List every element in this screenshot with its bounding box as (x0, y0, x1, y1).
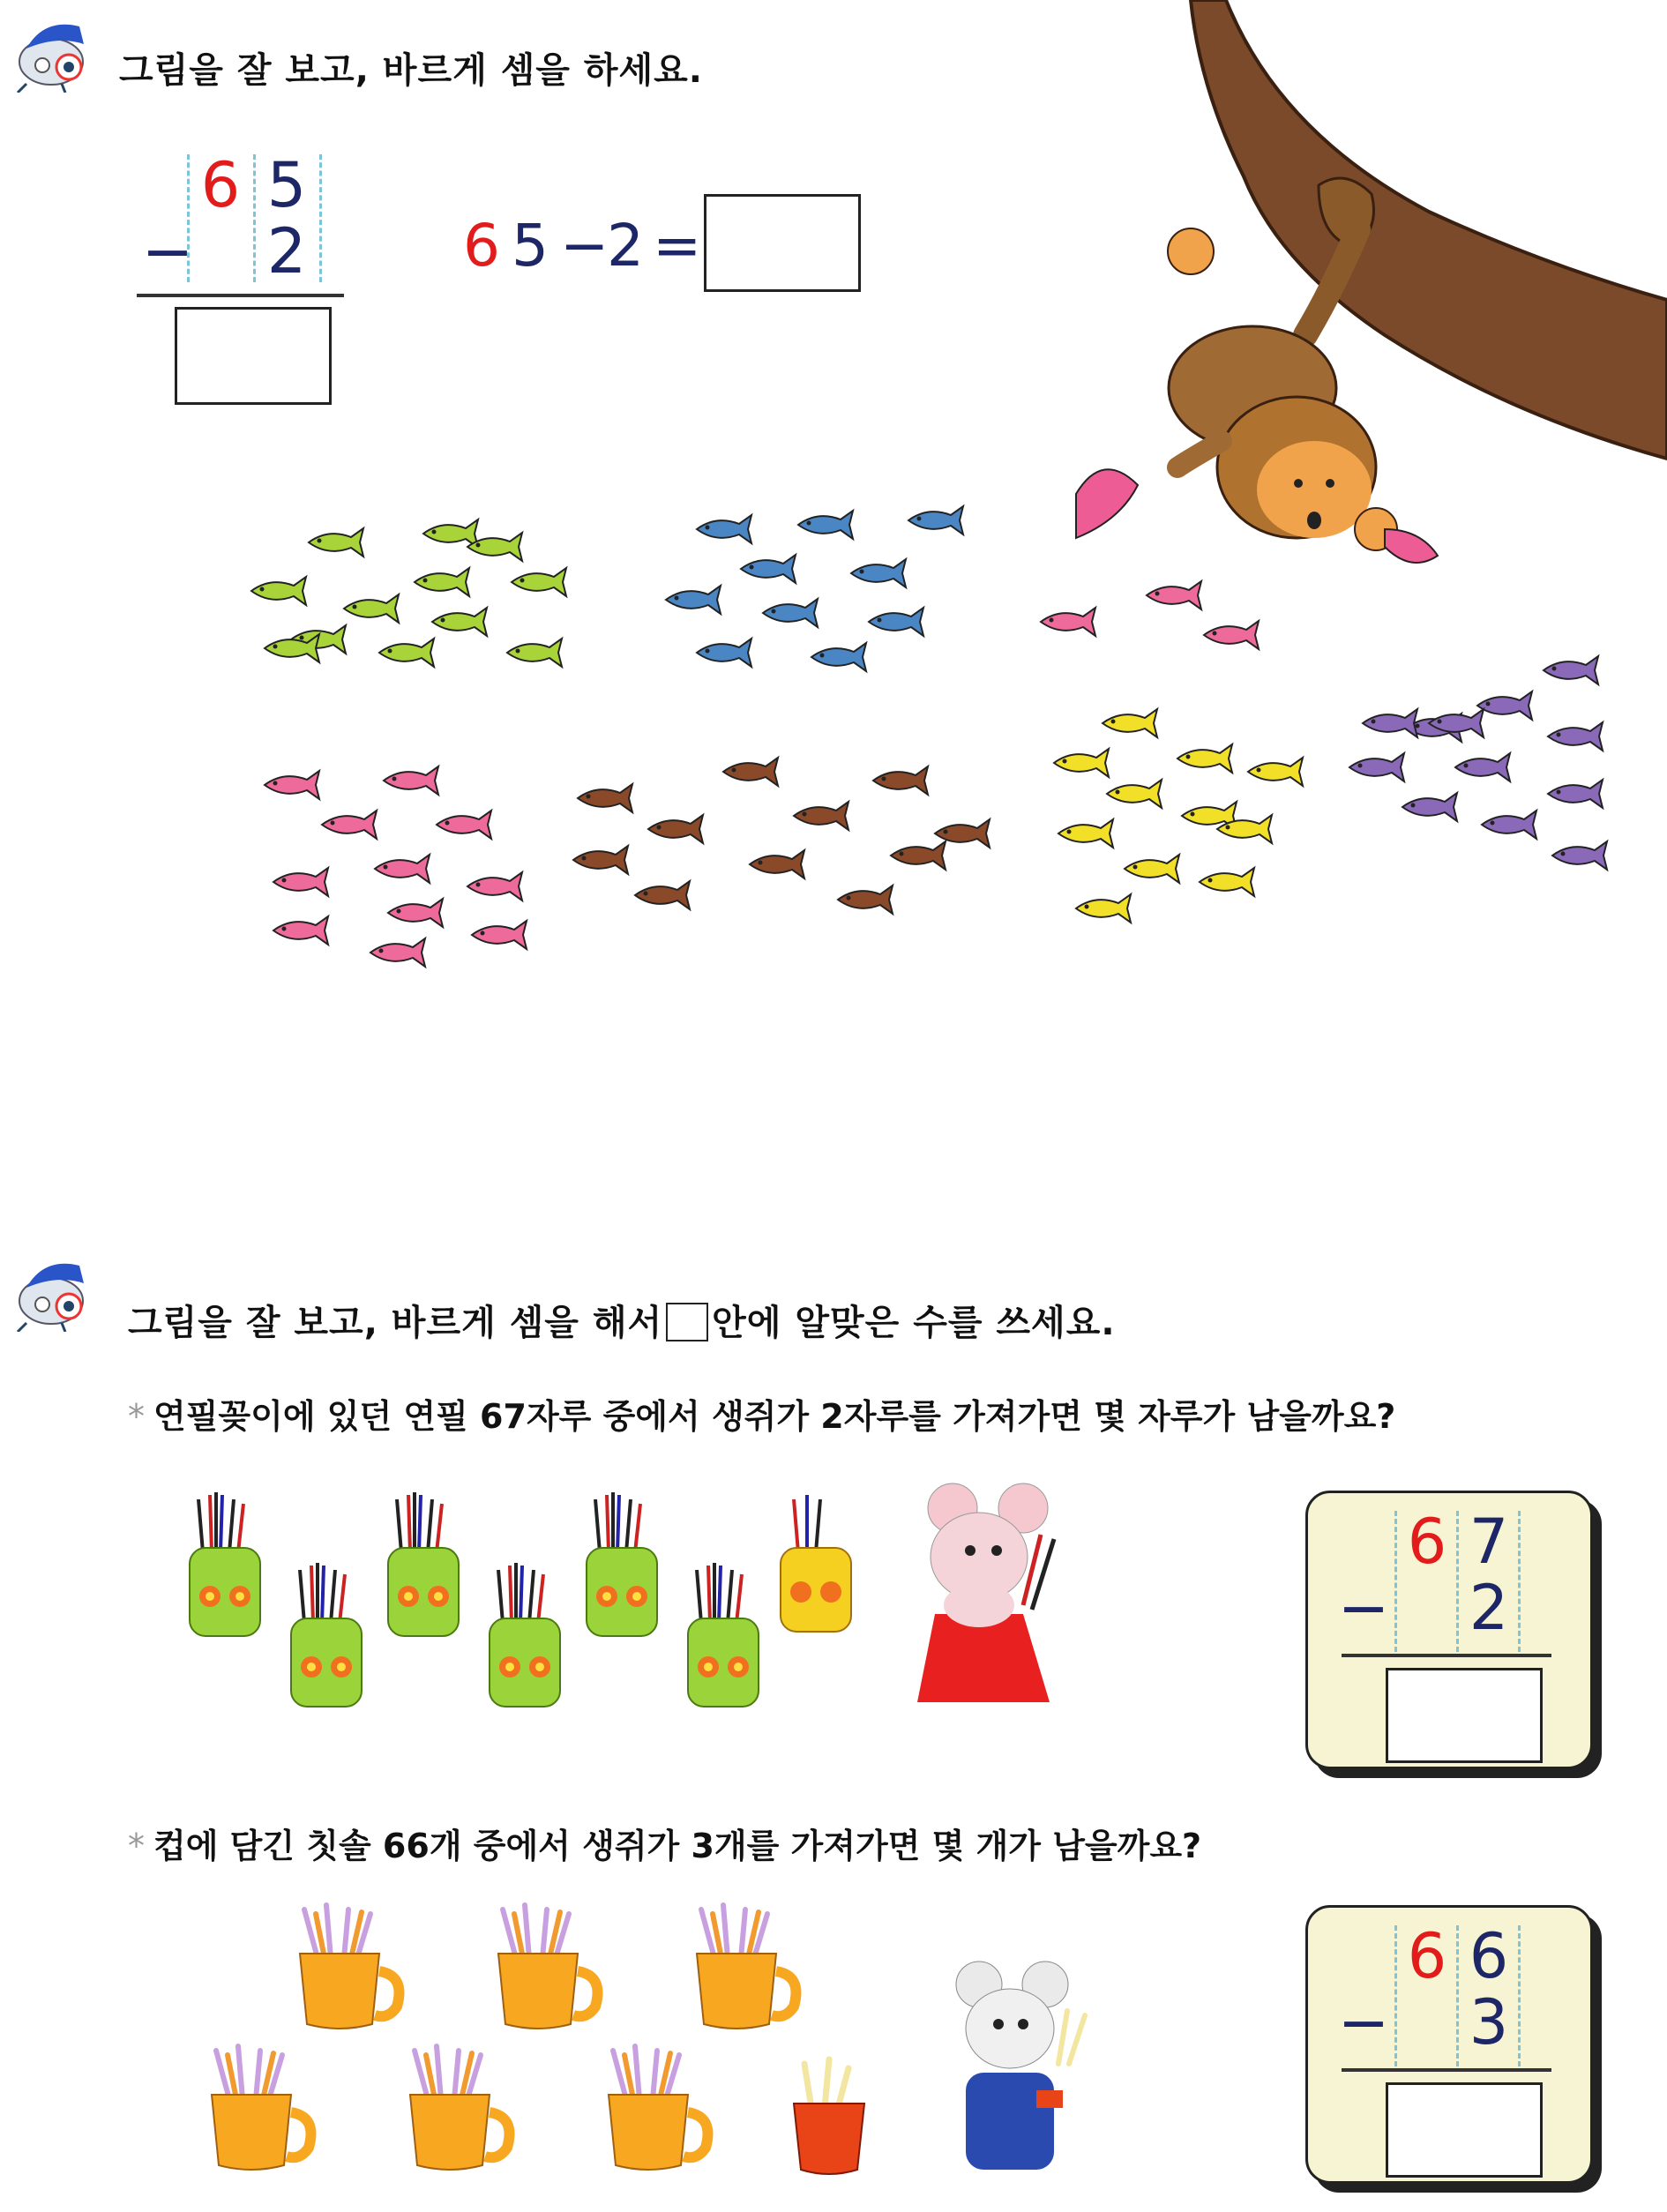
answer-box[interactable] (1386, 2082, 1543, 2178)
answer-card-1 (1305, 1491, 1593, 1769)
instruction-before: 그림을 잘 보고, 바르게 셈을 해서 (128, 1303, 663, 1343)
eq-equals: = (653, 212, 702, 280)
eq-subtrahend: 2 (607, 212, 644, 280)
question-2-text: 컵에 담긴 칫솔 66개 중에서 생쥐가 3개를 가져가면 몇 개가 남을까요? (153, 1827, 1202, 1865)
subtrahend-ones: 2 (1469, 1572, 1509, 1644)
question-1-text: 연필꽂이에 있던 연필 67자루 중에서 생쥐가 2자루를 가져가면 몇 자루가 남을까요? (153, 1397, 1396, 1436)
toothbrush-cups-illustration (176, 1887, 1103, 2208)
answer-card-2 (1305, 1905, 1593, 2184)
minus-sign: − (1337, 1572, 1390, 1644)
pink-fish-group-small (1041, 581, 1259, 649)
pencil-cups-illustration (176, 1482, 1103, 1764)
vertical-subtraction-1 (132, 146, 353, 410)
sum-line (137, 294, 344, 297)
eq-minus: − (560, 212, 609, 280)
mouse-icon (956, 1962, 1085, 2170)
brown-fish-group (573, 758, 990, 914)
ones-digit: 6 (1469, 1920, 1509, 1992)
section1-instruction: 그림을 잘 보고, 바르게 셈을 하세요. (119, 50, 703, 91)
mascot-icon (9, 1248, 93, 1332)
minus-sign: − (141, 215, 194, 288)
dash-guide (319, 154, 322, 282)
minus-sign: − (1337, 1986, 1390, 2059)
monkey-illustration (1014, 0, 1667, 564)
ones-digit: 7 (1469, 1506, 1509, 1578)
horizontal-equation-1 (459, 194, 864, 291)
subtrahend-ones: 2 (266, 215, 307, 288)
ones-digit: 5 (266, 149, 307, 221)
question-2 (128, 1819, 1201, 1867)
yellow-fish-group (1054, 709, 1303, 923)
green-fish-group (251, 519, 566, 667)
eq-tens: 6 (463, 212, 500, 280)
question-1 (128, 1389, 1395, 1438)
mouse-icon (917, 1483, 1054, 1702)
subtrahend-ones: 3 (1469, 1986, 1509, 2059)
answer-box[interactable] (704, 194, 861, 292)
eq-ones: 5 (512, 212, 549, 280)
sum-line (1342, 1654, 1551, 1657)
fish-area (0, 494, 1667, 988)
asterisk-marker: * (128, 1827, 145, 1865)
mascot-icon (9, 9, 93, 93)
tens-digit: 6 (1407, 1920, 1447, 1992)
answer-box[interactable] (1386, 1668, 1543, 1763)
blue-fish-group (666, 506, 963, 671)
answer-box[interactable] (175, 307, 332, 405)
sum-line (1342, 2068, 1551, 2072)
instruction-after: 안에 알맞은 수를 쓰세요. (712, 1303, 1116, 1343)
blank-box-icon (666, 1303, 708, 1341)
tens-digit: 6 (1407, 1506, 1447, 1578)
pink-fish-group (265, 766, 527, 967)
tens-digit: 6 (200, 149, 241, 221)
purple-fish-group (1349, 656, 1607, 870)
section2-instruction (128, 1295, 1116, 1345)
asterisk-marker: * (128, 1397, 145, 1436)
